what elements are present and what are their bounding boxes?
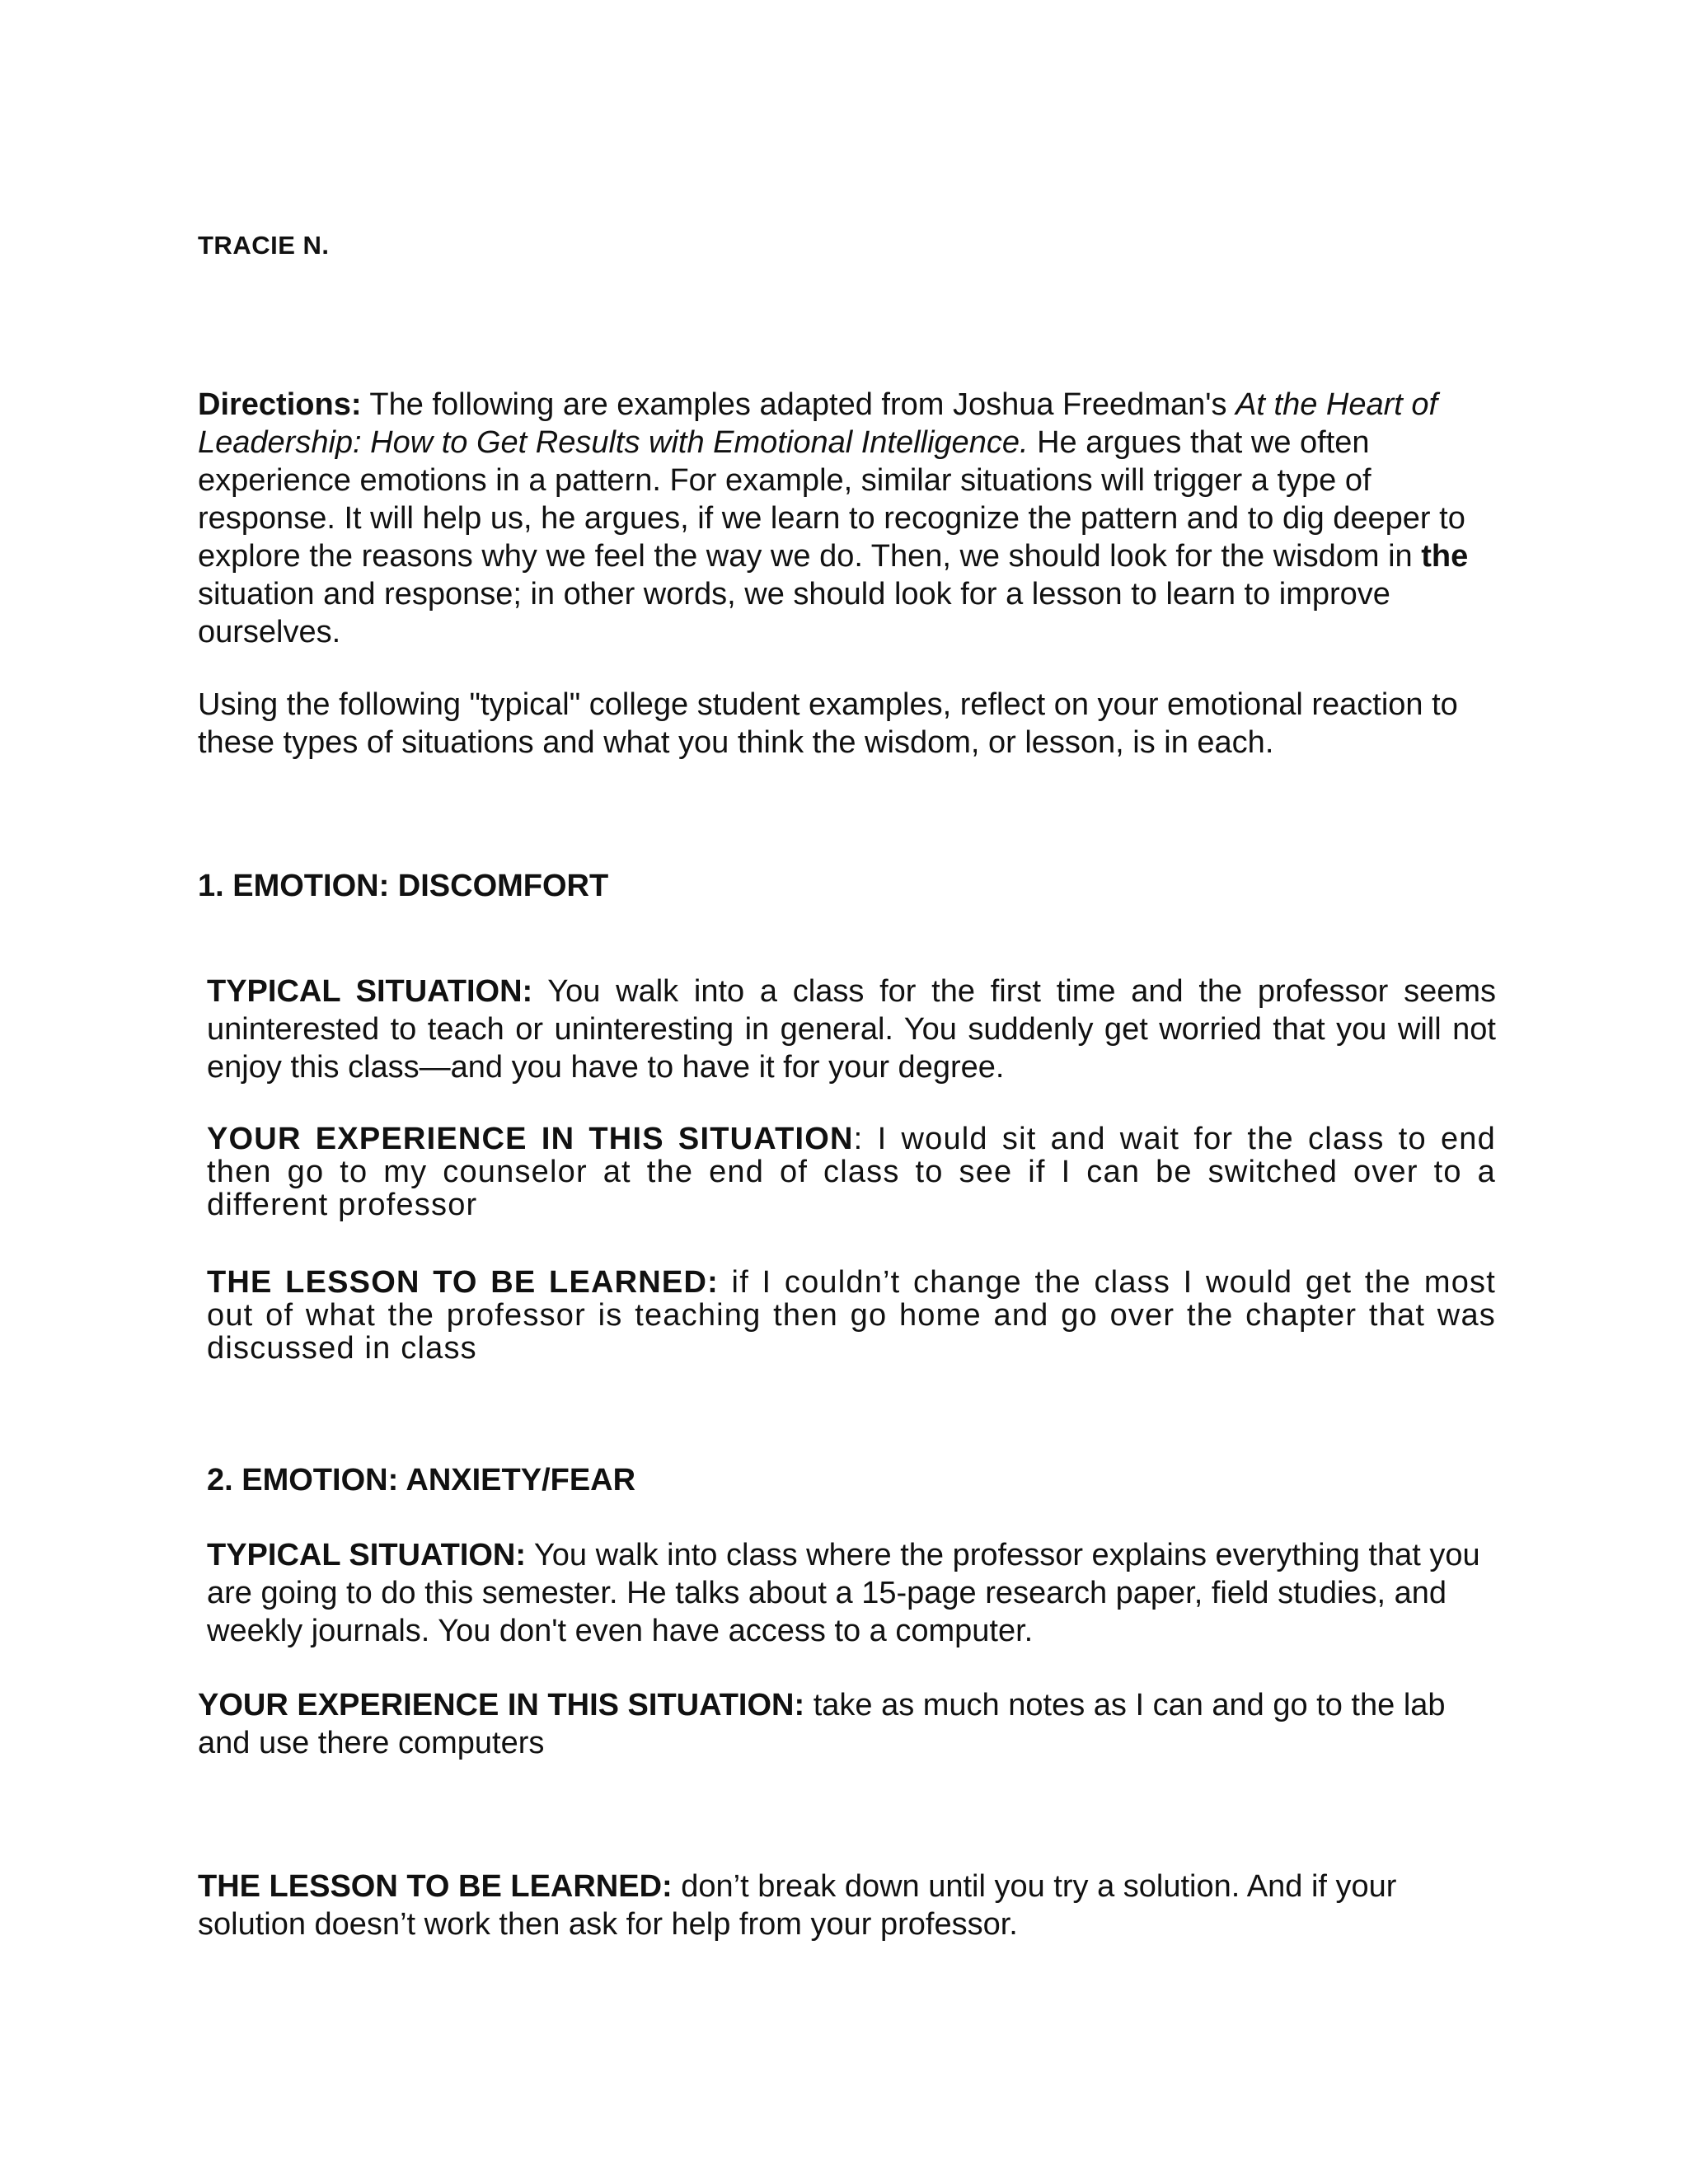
section-2-lesson	[198, 1868, 1496, 1943]
section-2-experience-label: YOUR EXPERIENCE IN THIS SITUATION:	[198, 1688, 805, 1722]
directions-label: Directions:	[198, 387, 362, 422]
author-name: TRACIE N.	[198, 231, 330, 260]
section-1-experience	[207, 1122, 1496, 1221]
section-1-lesson	[207, 1266, 1496, 1365]
directions-text-1: The following are examples adapted from Joshua Freedman's	[361, 387, 1236, 422]
section-1-lesson-text: if I couldn’t change the class I would get the most out of what the professor is teaching then go home and go over the chapter that was discussed in class	[207, 1265, 1496, 1366]
section-1-experience-label: YOUR EXPERIENCE IN THIS SITUATION	[207, 1122, 854, 1156]
section-2-lesson-label: THE LESSON TO BE LEARNED:	[198, 1869, 673, 1904]
section-2-situation-label: TYPICAL SITUATION:	[207, 1538, 527, 1572]
section-2-experience-text: take as much notes as I can and go to the lab and use there computers	[198, 1688, 1446, 1760]
section-1-situation	[207, 972, 1496, 1086]
section-2-experience	[198, 1686, 1496, 1762]
section-1-situation-label: TYPICAL SITUATION:	[207, 974, 533, 1009]
directions-bold-word: the	[1421, 539, 1469, 574]
directions-text-3: situation and response; in other words, we should look for a lesson to learn to improve ourselves.	[198, 577, 1390, 649]
section-2-situation	[207, 1536, 1496, 1650]
section-1-experience-text: : I would sit and wait for the class to end then go to my counselor at the end of class to see if I can be switched over to a different professor	[207, 1122, 1496, 1222]
section-1-lesson-label: THE LESSON TO BE LEARNED:	[207, 1265, 719, 1300]
directions-paragraph	[198, 386, 1496, 651]
instructions-paragraph: Using the following "typical" college student examples, reflect on your emotional reaction to these types of situations and what you think the wisdom, or lesson, is in each.	[198, 687, 1458, 760]
section-1-heading: 1. EMOTION: DISCOMFORT	[198, 869, 609, 903]
section-2-lesson-text: don’t break down until you try a solution. And if your solution doesn’t work then ask for help from your professor.	[198, 1869, 1397, 1942]
book-title: At the Heart of Leadership: How to Get Results with Emotional Intelligence.	[198, 387, 1438, 460]
section-1-situation-text: You walk into a class for the first time and the professor seems uninterested to teach or uninteresting in general. You suddenly get worried that you will not enjoy this class—and you have to have it for your degree.	[207, 974, 1496, 1085]
section-2-situation-text: You walk into class where the professor explains everything that you are going to do this semester. He talks about a 15-page research paper, field studies, and weekly journals. You don't even have access to a computer.	[207, 1538, 1480, 1648]
directions-text-2: He argues that we often experience emotions in a pattern. For example, similar situations will trigger a type of response. It will help us, he argues, if we learn to recognize the pattern and to dig deeper to explore the reasons why we feel the way we do. Then, we should look for the wisdom in	[198, 425, 1465, 574]
section-2-heading: 2. EMOTION: ANXIETY/FEAR	[207, 1463, 636, 1497]
